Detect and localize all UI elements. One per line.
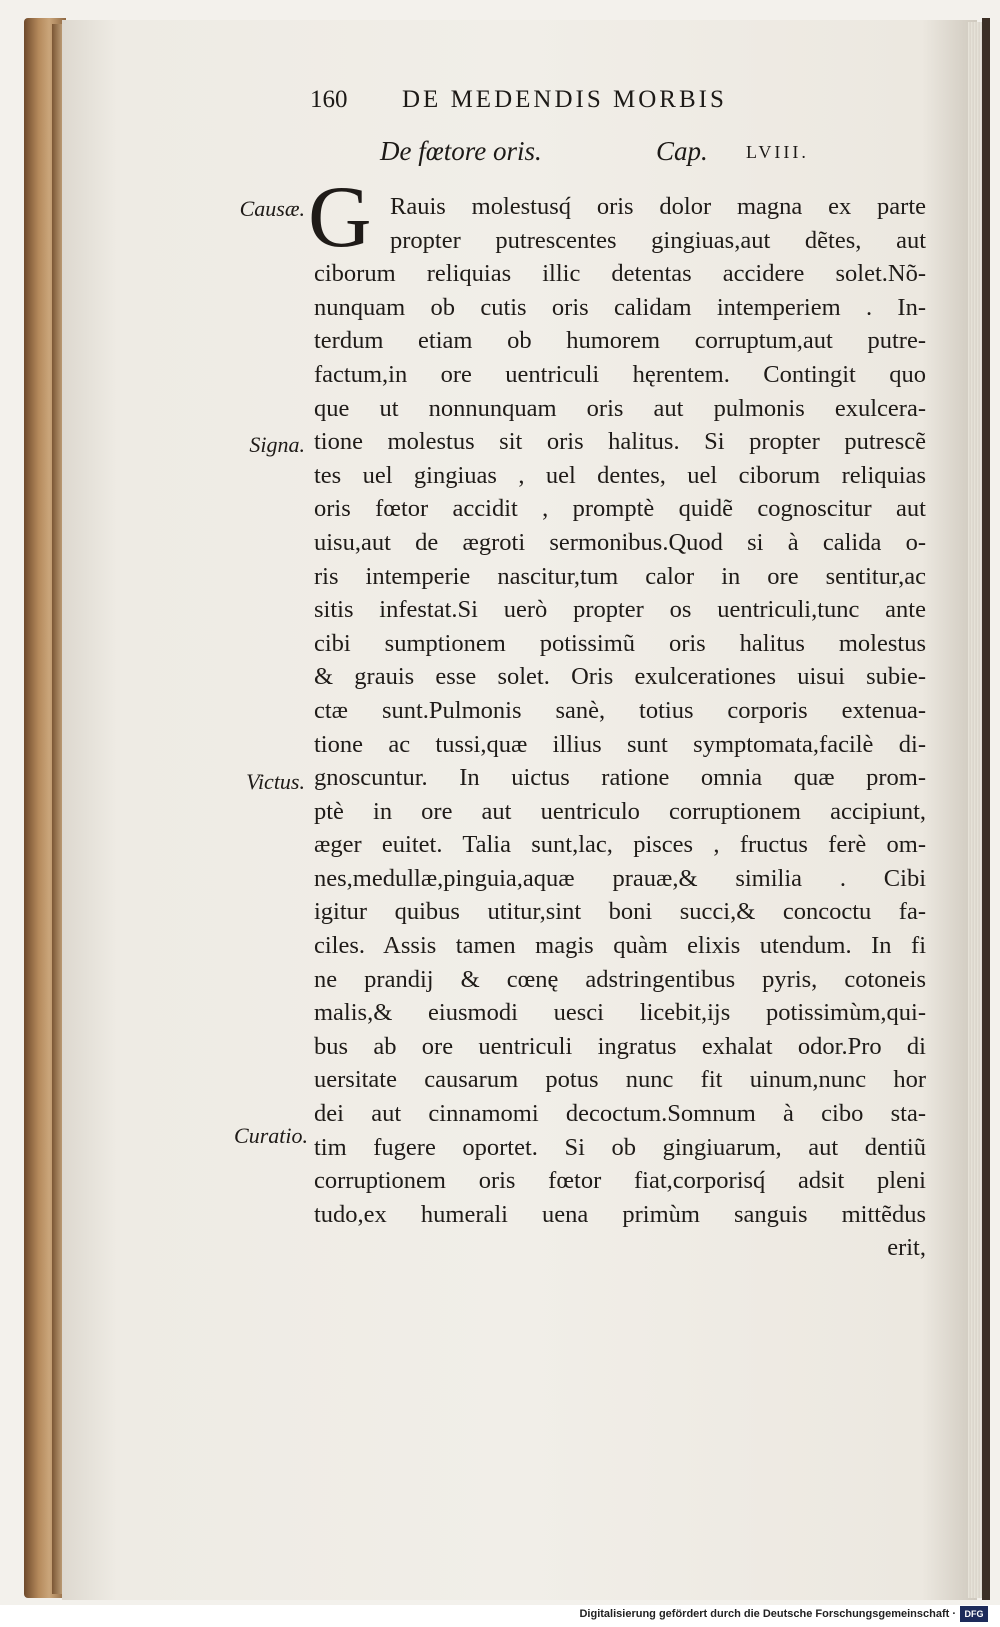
text-line: nes,medullæ,pinguia,aquæ prauæ,& similia . Cibi	[314, 864, 926, 892]
text-line: ctæ sunt.Pulmonis sanè, totius corporis extenua-	[314, 696, 926, 724]
text-line: igitur quibus utitur,sint boni succi,& concoctu fa-	[314, 898, 926, 926]
text-line: æger euitet. Talia sunt,lac, pisces , fructus ferè om-	[314, 831, 926, 859]
text-line: que ut nonnunquam oris aut pulmonis exulcera-	[314, 394, 926, 422]
running-title: DE MEDENDIS MORBIS	[402, 86, 727, 113]
chapter-cap-word: Cap.	[656, 136, 708, 166]
text-line: nunquam ob cutis oris calidam intemperiem . In-	[314, 293, 926, 321]
text-line: tudo,ex humerali uena primùm sanguis mittẽdus	[314, 1200, 926, 1228]
text-line: dei aut cinnamomi decoctum.Somnum à cibo sta-	[314, 1100, 926, 1128]
text-line: ne prandij & cœnę adstringentibus pyris, cotoneis	[314, 965, 926, 993]
text-line: oris fœtor accidit , promptè quidẽ cognoscitur aut	[314, 495, 926, 523]
text-line: terdum etiam ob humorem corruptum,aut putre-	[314, 327, 926, 355]
text-line: cibi sumptionem potissimũ oris halitus molestus	[314, 629, 926, 657]
text-line: Rauis molestusq́ oris dolor magna ex parte	[390, 193, 926, 220]
margin-note-causae: Causæ.	[239, 196, 305, 221]
text-line: factum,in ore uentriculi hęrentem. Contingit quo	[314, 360, 926, 388]
margin-note-curatio: Curatio.	[234, 1123, 308, 1148]
text-line: ciles. Assis tamen magis quàm elixis utendum. In fi	[314, 932, 926, 960]
text-line: ptè in ore aut uentriculo corruptionem accipiunt,	[314, 797, 926, 825]
running-head	[310, 86, 910, 122]
page-number: 160	[310, 86, 348, 113]
text-line: tione molestus sit oris halitus. Si propter putrescẽ	[314, 428, 926, 456]
dfg-logo-icon: DFG	[960, 1606, 988, 1622]
text-line: tim fugere oportet. Si ob gingiuarum, aut dentiũ	[314, 1133, 926, 1161]
funding-notice: Digitalisierung gefördert durch die Deutsche Forschungsgemeinschaft ·	[579, 1608, 956, 1620]
chapter-number: LVIII.	[746, 142, 809, 162]
page-stack-edge	[968, 22, 982, 1598]
catchword: erit,	[887, 1234, 926, 1262]
cover-edge	[982, 18, 990, 1600]
text-line: malis,& eiusmodi uesci licebit,ijs potissimùm,qui-	[314, 999, 926, 1027]
text-line: tes uel gingiuas , uel dentes, uel ciborum reliquias	[314, 461, 926, 489]
margin-note-victus: Victus.	[246, 769, 305, 794]
chapter-title: De fœtore oris.	[380, 136, 542, 166]
text-line: & grauis esse solet. Oris exulcerationes uisui subie-	[314, 663, 926, 691]
text-line: tione ac tussi,quæ illius sunt symptomata,facilè di-	[314, 730, 926, 758]
text-line: propter putrescentes gingiuas,aut dẽtes, aut	[390, 226, 926, 254]
text-line: bus ab ore uentriculi ingratus exhalat odor.Pro di	[314, 1032, 926, 1060]
text-line: corruptionem oris fœtor fiat,corporisq́ adsit pleni	[314, 1167, 926, 1195]
text-line: uisu,aut de ægroti sermonibus.Quod si à calida o-	[314, 528, 926, 556]
text-line: ciborum reliquias illic detentas accidere solet.Nõ-	[314, 260, 926, 288]
text-line: sitis infestat.Si uerò propter os uentriculi,tunc ante	[314, 596, 926, 624]
drop-cap: G	[308, 169, 372, 266]
margin-note-signa: Signa.	[249, 432, 305, 457]
chapter-heading	[380, 136, 900, 178]
text-line: uersitate causarum potus nunc fit uinum,nunc hor	[314, 1066, 926, 1094]
text-line: ris intemperie nascitur,tum calor in ore sentitur,ac	[314, 562, 926, 590]
text-line: gnoscuntur. In uictus ratione omnia quæ prom-	[314, 764, 926, 792]
body-text	[314, 190, 926, 1265]
